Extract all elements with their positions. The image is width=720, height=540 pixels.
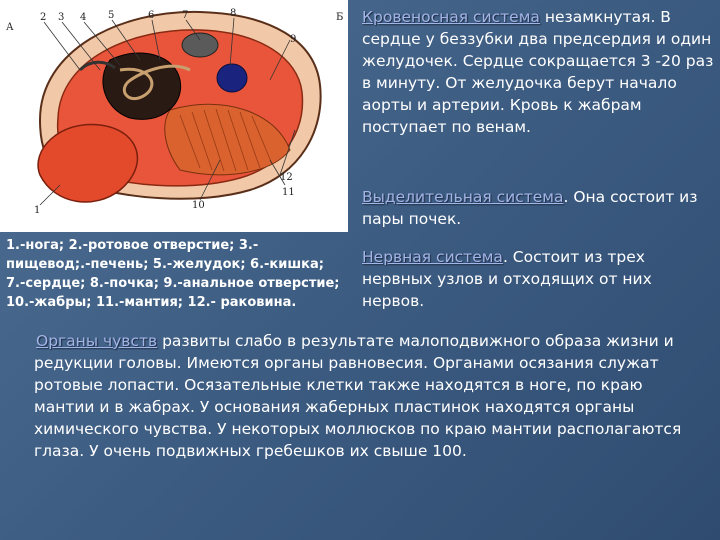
senses-paragraph (34, 330, 706, 462)
label-1: 1 (34, 205, 41, 216)
nervous-text: . Состоит из трех нервных узлов и отходящих от них нервов. (362, 248, 652, 310)
liver-stomach (103, 53, 181, 119)
mussel-anatomy-figure (0, 0, 348, 232)
label-a: А (6, 22, 14, 33)
label-b: Б (336, 12, 344, 23)
label-12: 12 (280, 172, 293, 183)
label-5: 5 (108, 10, 115, 21)
mussel-anatomy-diagram (0, 0, 348, 232)
excretory-heading: Выделительная система (362, 188, 564, 206)
label-3: 3 (58, 12, 65, 23)
circulatory-text: незамкнутая. В сердце у беззубки два предсердия и один желудочек. Сердце сокращается 3 -20 раз в минуту. От желудочка берут начало аорты и артерии. Кровь к жабрам поступает по венам. (362, 8, 714, 136)
nervous-heading: Нервная система (362, 248, 503, 266)
label-11: 11 (282, 187, 295, 198)
heart (182, 33, 218, 57)
circulatory-heading: Кровеносная система (362, 8, 540, 26)
kidney (217, 64, 247, 92)
label-2: 2 (40, 12, 47, 23)
senses-heading: Органы чувств (36, 332, 158, 350)
label-6: 6 (148, 10, 155, 21)
excretory-text: . Она состоит из пары почек. (362, 188, 698, 228)
senses-text: развиты слабо в результате малоподвижного образа жизни и редукции головы. Имеются органы равновесия. Органами осязания служат ротовые лопасти. Осязательные клетки также находятся в ноге, по краю мантии и в жабрах. У основания жаберных пластинок находятся органы химического чувства. У некоторых моллюсков по краю мантии располагаются глаза. У очень подвижных гребешков их свыше 100. (34, 332, 682, 460)
label-10: 10 (192, 200, 205, 211)
figure-legend: 1.-нога; 2.-ротовое отверстие; 3.-пищевод;.-печень; 5.-желудок; 6.-кишка; 7.-сердце; 8.-почка; 9.-анальное отверстие; 10.-жабры; 11.-мантия; 12.- раковина. (6, 238, 340, 310)
nervous-paragraph (362, 246, 712, 312)
label-8: 8 (230, 8, 237, 19)
label-9: 9 (290, 34, 297, 45)
label-4: 4 (80, 12, 87, 23)
circulatory-paragraph (362, 6, 718, 138)
label-7: 7 (182, 10, 189, 21)
excretory-paragraph (362, 186, 702, 230)
